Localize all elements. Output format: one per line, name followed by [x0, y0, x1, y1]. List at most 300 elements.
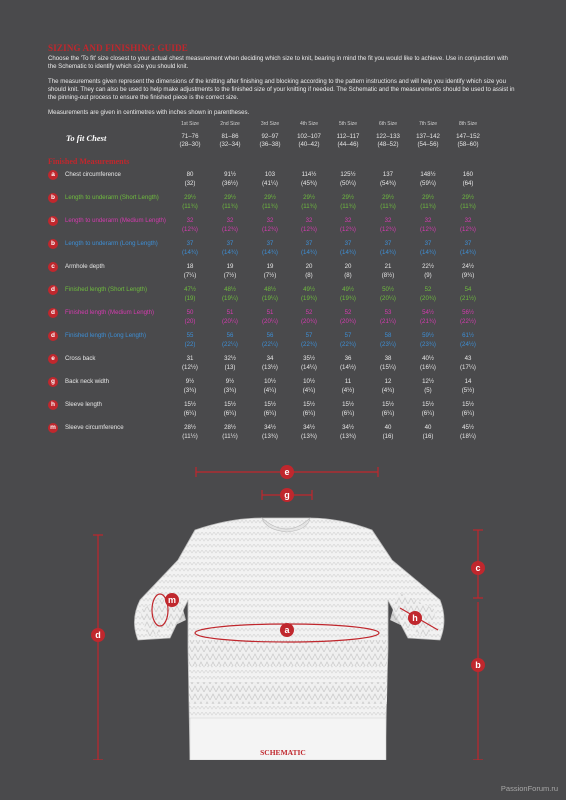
value-cm: 12½: [422, 378, 434, 385]
value-cm: 15½: [342, 401, 354, 408]
measurement-label: Finished length (Short Length): [65, 286, 147, 293]
to-fit-cell: [328, 133, 368, 149]
value-in: (6¼): [461, 410, 475, 417]
measurement-cell: [170, 331, 210, 349]
measurement-cell: [408, 239, 448, 257]
value-cm: 24½: [462, 263, 474, 270]
value-in: (19¼): [222, 295, 238, 302]
value-cm: 15½: [462, 401, 474, 408]
value-cm: 32: [226, 217, 234, 224]
to-fit-cell: [170, 133, 210, 149]
value-cm: 40½: [422, 355, 434, 362]
value-cm: 57: [305, 332, 313, 339]
measurement-cell: [170, 354, 210, 372]
measurement-cell: [250, 239, 290, 257]
value-cm: 48½: [224, 286, 236, 293]
measurement-cell: [170, 239, 210, 257]
measurement-cell: [368, 239, 408, 257]
measurement-label: Cross back: [65, 355, 96, 362]
value-cm: 10½: [264, 378, 276, 385]
size-header: 5th Size: [338, 121, 358, 127]
value-in: (22¾): [340, 341, 356, 348]
value-cm: 32: [186, 217, 194, 224]
value-cm: 40: [424, 424, 432, 431]
measurement-label: Finished length (Medium Length): [65, 309, 155, 316]
value-in: (13¾): [340, 433, 356, 440]
value-in: (13¾): [262, 433, 278, 440]
to-fit-cell: [210, 133, 250, 149]
value-cm: 9½: [225, 378, 235, 385]
measurement-cell: [250, 170, 290, 188]
value-in: (14¾): [262, 249, 278, 256]
value-cm: 103: [264, 171, 276, 178]
value-cm: 15½: [264, 401, 276, 408]
marker-e: e: [284, 467, 290, 477]
to-fit-in: (32–34): [219, 141, 241, 148]
measurement-cell: [408, 216, 448, 234]
measurement-cell: [368, 170, 408, 188]
measurement-label: Length to underarm (Long Length): [65, 240, 158, 247]
value-in: (14¾): [420, 249, 436, 256]
value-cm: 35½: [303, 355, 315, 362]
value-cm: 21: [384, 263, 392, 270]
measurement-cell: [368, 216, 408, 234]
to-fit-in: (40–42): [298, 141, 320, 148]
to-fit-in: (54–56): [417, 141, 439, 148]
value-in: (36½): [222, 180, 238, 187]
value-in: (12½): [182, 364, 198, 371]
value-cm: 125½: [340, 171, 356, 178]
measurement-cell: [170, 308, 210, 326]
value-in: (19¾): [340, 295, 356, 302]
measurement-cell: [448, 354, 488, 372]
value-cm: 34½: [264, 424, 276, 431]
value-in: (22¼): [222, 341, 238, 348]
measurement-row: [0, 423, 566, 447]
measurement-cell: [289, 170, 329, 188]
value-in: (50¼): [340, 180, 356, 187]
value-in: (6¼): [381, 410, 395, 417]
measurement-cell: [250, 193, 290, 211]
to-fit-cell: [289, 133, 329, 149]
measurement-cell: [328, 331, 368, 349]
measurement-cell: [289, 423, 329, 441]
to-fit-cell: [448, 133, 488, 149]
to-fit-cell: [250, 133, 290, 149]
measurement-row: [0, 354, 566, 378]
value-cm: 34: [266, 355, 274, 362]
value-cm: 29½: [224, 194, 236, 201]
marker-h: h: [412, 613, 418, 623]
measurement-cell: [408, 331, 448, 349]
value-cm: 29½: [462, 194, 474, 201]
value-in: (22¾): [301, 341, 317, 348]
value-in: (19¼): [262, 295, 278, 302]
value-in: (9¾): [461, 272, 475, 279]
value-in: (11½): [182, 433, 198, 440]
value-in: (12¾): [420, 226, 436, 233]
value-in: (19¾): [301, 295, 317, 302]
measurement-cell: [289, 308, 329, 326]
to-fit-cell: [408, 133, 448, 149]
value-cm: 32: [344, 217, 352, 224]
measurement-cell: [170, 170, 210, 188]
size-header: 8th Size: [458, 121, 478, 127]
value-in: (4¼): [302, 387, 316, 394]
measurement-cell: [328, 308, 368, 326]
value-in: (16¼): [420, 364, 436, 371]
value-in: (32): [184, 180, 196, 187]
value-in: (3¾): [223, 387, 237, 394]
measurement-cell: [170, 423, 210, 441]
measurement-cell: [210, 400, 250, 418]
measurement-cell: [210, 285, 250, 303]
measurement-cell: [368, 423, 408, 441]
value-cm: 29½: [264, 194, 276, 201]
measurement-badge: d: [48, 331, 58, 341]
value-in: (16): [422, 433, 434, 440]
value-in: (11¾): [222, 203, 238, 210]
measurement-cell: [210, 354, 250, 372]
marker-c: c: [475, 563, 481, 573]
value-cm: 29½: [184, 194, 196, 201]
marker-b: b: [475, 660, 481, 670]
value-in: (19): [184, 295, 196, 302]
measurement-cell: [368, 262, 408, 280]
value-in: (8½): [381, 272, 395, 279]
value-in: (20): [184, 318, 196, 325]
size-header: 1st Size: [181, 121, 199, 127]
value-cm: 32: [305, 217, 313, 224]
value-in: (14¼): [301, 364, 317, 371]
measurement-cell: [210, 308, 250, 326]
value-in: (11¾): [420, 203, 436, 210]
value-cm: 9½: [185, 378, 195, 385]
value-in: (11¾): [380, 203, 396, 210]
value-in: (54¾): [380, 180, 396, 187]
measurement-label: Chest circumference: [65, 171, 121, 178]
measurement-cell: [250, 262, 290, 280]
value-cm: 37: [464, 240, 472, 247]
value-cm: 61½: [462, 332, 474, 339]
measurement-cell: [448, 423, 488, 441]
sweater-illustration: [134, 518, 444, 760]
measurement-badge: d: [48, 285, 58, 295]
value-in: (22¼): [262, 341, 278, 348]
value-in: (11¾): [182, 203, 198, 210]
measurement-cell: [328, 216, 368, 234]
size-header: 2nd Size: [220, 121, 240, 127]
measurement-cell: [170, 400, 210, 418]
to-fit-cm: 147–152: [456, 133, 480, 140]
measurement-cell: [368, 308, 408, 326]
measurement-label: Length to underarm (Medium Length): [65, 217, 166, 224]
measurement-cell: [289, 193, 329, 211]
value-cm: 91½: [224, 171, 236, 178]
intro-paragraph-1: Choose the 'To fit' size closest to your actual chest measurement when deciding which size to knit, bearing in mind the fit you would like to achieve. Use in conjunction with the Schematic to identify which size you should knit.: [48, 55, 508, 70]
value-cm: 15½: [303, 401, 315, 408]
marker-d: d: [95, 630, 101, 640]
value-cm: 28½: [224, 424, 236, 431]
measurement-cell: [408, 285, 448, 303]
value-cm: 137: [382, 171, 394, 178]
value-cm: 15½: [224, 401, 236, 408]
measurement-cell: [328, 354, 368, 372]
measurement-cell: [328, 423, 368, 441]
value-in: (6¼): [263, 410, 277, 417]
measurement-cell: [408, 308, 448, 326]
measurement-cell: [328, 193, 368, 211]
measurement-row: [0, 193, 566, 217]
value-in: (12¾): [222, 226, 238, 233]
value-cm: 34½: [303, 424, 315, 431]
value-in: (4¾): [381, 387, 395, 394]
measurement-row: [0, 170, 566, 194]
value-cm: 49½: [342, 286, 354, 293]
measurement-badge: a: [48, 170, 58, 180]
value-in: (14¾): [460, 249, 476, 256]
measurement-cell: [210, 216, 250, 234]
value-in: (11¾): [262, 203, 278, 210]
to-fit-in: (36–38): [259, 141, 281, 148]
value-cm: 32: [464, 217, 472, 224]
to-fit-in: (44–46): [337, 141, 359, 148]
value-in: (6¼): [421, 410, 435, 417]
value-cm: 29½: [303, 194, 315, 201]
measurement-label: Length to underarm (Short Length): [65, 194, 159, 201]
value-cm: 53: [384, 309, 392, 316]
value-in: (12¾): [301, 226, 317, 233]
measurement-cell: [250, 423, 290, 441]
value-in: (5): [424, 387, 432, 394]
value-in: (18¼): [460, 433, 476, 440]
measurement-cell: [368, 193, 408, 211]
value-cm: 55: [186, 332, 194, 339]
measurement-cell: [289, 262, 329, 280]
measurement-cell: [328, 239, 368, 257]
value-cm: 52: [344, 309, 352, 316]
value-in: (24½): [460, 341, 476, 348]
value-cm: 37: [305, 240, 313, 247]
value-cm: 14: [464, 378, 472, 385]
value-in: (11½): [222, 433, 238, 440]
value-cm: 32½: [224, 355, 236, 362]
value-cm: 37: [266, 240, 274, 247]
value-in: (14¾): [182, 249, 198, 256]
measurement-label: Finished length (Long Length): [65, 332, 146, 339]
measurement-badge: g: [48, 377, 58, 387]
measurement-cell: [289, 377, 329, 395]
measurement-cell: [448, 400, 488, 418]
value-cm: 38: [384, 355, 392, 362]
value-cm: 51: [226, 309, 234, 316]
value-cm: 20: [305, 263, 313, 270]
measurement-label: Sleeve length: [65, 401, 102, 408]
measurement-cell: [170, 377, 210, 395]
value-cm: 54½: [422, 309, 434, 316]
value-in: (6¼): [183, 410, 197, 417]
value-cm: 37: [344, 240, 352, 247]
value-cm: 15½: [422, 401, 434, 408]
measurement-cell: [448, 262, 488, 280]
value-cm: 19: [266, 263, 274, 270]
value-in: (14¾): [222, 249, 238, 256]
value-in: (12¾): [460, 226, 476, 233]
value-in: (6¼): [341, 410, 355, 417]
measurement-cell: [368, 400, 408, 418]
measurement-cell: [448, 170, 488, 188]
measurement-row: [0, 262, 566, 286]
value-cm: 80: [186, 171, 194, 178]
measurement-cell: [289, 331, 329, 349]
value-in: (8): [305, 272, 313, 279]
measurement-row: [0, 239, 566, 263]
measurement-cell: [448, 331, 488, 349]
measurement-cell: [250, 377, 290, 395]
to-fit-cm: 71–76: [181, 133, 199, 140]
value-cm: 59½: [422, 332, 434, 339]
measurement-cell: [289, 400, 329, 418]
value-cm: 36: [344, 355, 352, 362]
value-cm: 32: [266, 217, 274, 224]
measurement-cell: [408, 377, 448, 395]
measurement-cell: [328, 285, 368, 303]
size-header: 3rd Size: [260, 121, 280, 127]
measurement-row: [0, 216, 566, 240]
value-in: (5½): [461, 387, 475, 394]
to-fit-in: (58–60): [457, 141, 479, 148]
value-cm: 49½: [303, 286, 315, 293]
value-in: (11¾): [340, 203, 356, 210]
value-in: (7¼): [183, 272, 197, 279]
to-fit-cm: 137–142: [416, 133, 440, 140]
measurement-badge: d: [48, 308, 58, 318]
value-cm: 57: [344, 332, 352, 339]
value-cm: 50: [186, 309, 194, 316]
value-in: (23¼): [380, 341, 396, 348]
value-cm: 52: [424, 286, 432, 293]
measurement-cell: [328, 262, 368, 280]
measurement-cell: [408, 400, 448, 418]
value-cm: 160: [462, 171, 474, 178]
value-in: (11¾): [301, 203, 317, 210]
value-in: (14¾): [340, 249, 356, 256]
value-cm: 114½: [301, 171, 317, 178]
value-cm: 20: [344, 263, 352, 270]
measurement-cell: [289, 239, 329, 257]
value-in: (20¾): [420, 295, 436, 302]
size-header: 6th Size: [378, 121, 398, 127]
measurement-cell: [289, 216, 329, 234]
measurement-cell: [250, 331, 290, 349]
marker-a: a: [284, 625, 290, 635]
value-cm: 15½: [382, 401, 394, 408]
measurement-cell: [210, 331, 250, 349]
value-cm: 22½: [422, 263, 434, 270]
marker-g: g: [284, 490, 290, 500]
value-cm: 19: [226, 263, 234, 270]
value-in: (64): [462, 180, 474, 187]
value-in: (13½): [262, 364, 278, 371]
value-cm: 29½: [342, 194, 354, 201]
value-cm: 11: [344, 378, 352, 385]
measurement-cell: [210, 377, 250, 395]
marker-m: m: [167, 595, 177, 605]
measurement-cell: [408, 423, 448, 441]
measurement-cell: [408, 262, 448, 280]
measurement-label: Armhole depth: [65, 263, 105, 270]
value-in: (9): [424, 272, 432, 279]
value-cm: 32: [384, 217, 392, 224]
value-cm: 15½: [184, 401, 196, 408]
value-cm: 40: [384, 424, 392, 431]
measurement-cell: [170, 285, 210, 303]
finished-measurements-title: Finished Measurements: [48, 157, 130, 166]
measurement-cell: [170, 262, 210, 280]
value-cm: 37: [186, 240, 194, 247]
value-in: (59¼): [420, 180, 436, 187]
value-in: (22½): [460, 318, 476, 325]
value-cm: 37: [226, 240, 234, 247]
value-cm: 52: [305, 309, 313, 316]
measurement-cell: [408, 354, 448, 372]
value-cm: 43: [464, 355, 472, 362]
measurement-cell: [250, 354, 290, 372]
value-cm: 37: [424, 240, 432, 247]
measurement-badge: c: [48, 262, 58, 272]
value-in: (16): [382, 433, 394, 440]
measurement-cell: [250, 216, 290, 234]
value-cm: 18: [186, 263, 194, 270]
measurement-cell: [448, 193, 488, 211]
watermark: PassionForum.ru: [500, 784, 558, 793]
value-in: (7½): [223, 272, 237, 279]
measurement-cell: [448, 239, 488, 257]
value-in: (21¼): [380, 318, 396, 325]
size-header: 7th Size: [418, 121, 438, 127]
measurement-row: [0, 331, 566, 355]
measurement-row: [0, 285, 566, 309]
measurement-cell: [368, 331, 408, 349]
measurement-cell: [368, 285, 408, 303]
measurement-cell: [210, 423, 250, 441]
value-cm: 56: [266, 332, 274, 339]
value-cm: 37: [384, 240, 392, 247]
measurement-cell: [448, 377, 488, 395]
value-in: (3¾): [183, 387, 197, 394]
value-in: (8): [344, 272, 352, 279]
measurement-row: [0, 377, 566, 401]
value-cm: 32: [424, 217, 432, 224]
page-heading: SIZING AND FINISHING GUIDE: [48, 43, 188, 53]
measurement-cell: [210, 170, 250, 188]
value-cm: 56: [226, 332, 234, 339]
value-in: (20¼): [222, 318, 238, 325]
value-in: (20¼): [262, 318, 278, 325]
intro-paragraph-3: Measurements are given in centimetres with inches shown in parentheses.: [48, 109, 250, 116]
value-in: (20¾): [340, 318, 356, 325]
value-in: (6¼): [223, 410, 237, 417]
to-fit-cell: [368, 133, 408, 149]
value-cm: 58: [384, 332, 392, 339]
value-in: (13¾): [301, 433, 317, 440]
to-fit-in: (28–30): [179, 141, 201, 148]
value-cm: 47½: [184, 286, 196, 293]
measurement-label: Back neck width: [65, 378, 110, 385]
to-fit-cm: 92–97: [261, 133, 279, 140]
measurement-badge: e: [48, 354, 58, 364]
measurement-cell: [170, 193, 210, 211]
